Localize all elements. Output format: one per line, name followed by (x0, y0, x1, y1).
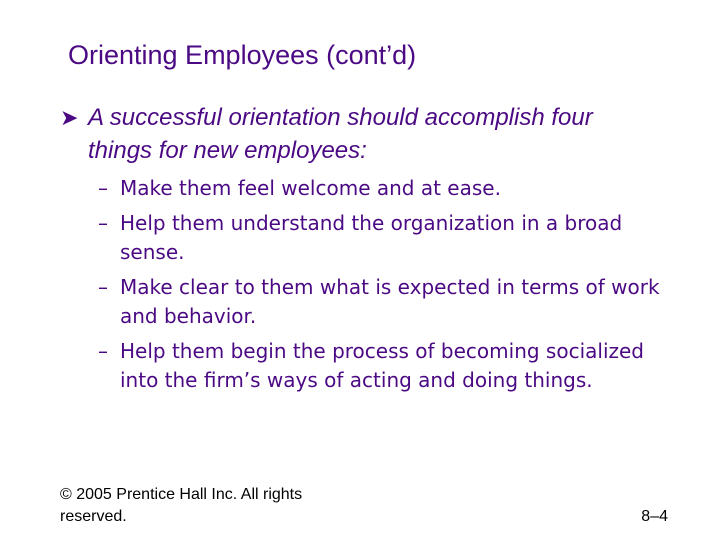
copyright-notice: © 2005 Prentice Hall Inc. All rights reserved. (60, 486, 303, 525)
dash-bullet: – (98, 176, 108, 200)
sub-bullet-item (98, 209, 678, 267)
slide-title: Orienting Employees (cont’d) (68, 40, 417, 70)
dash-bullet: – (98, 211, 108, 235)
sub-bullet-text: Make them feel welcome and at ease. (120, 176, 501, 200)
sub-bullet-text: Help them begin the process of becoming socialized into the firm’s ways of acting and doing things. (120, 339, 645, 392)
main-bullet-text: A successful orientation should accomplish four things for new employees: (88, 104, 593, 164)
arrow-bullet-icon: ➤ (60, 105, 79, 130)
dash-bullet: – (98, 275, 108, 299)
dash-bullet: – (98, 339, 108, 363)
sub-bullet-item (98, 337, 678, 395)
sub-bullet-list (98, 174, 678, 401)
sub-bullet-text: Help them understand the organization in a broad sense. (120, 211, 623, 264)
sub-bullet-item (98, 174, 678, 203)
sub-bullet-item (98, 273, 678, 331)
main-bullet (60, 101, 640, 167)
sub-bullet-text: Make clear to them what is expected in terms of work and behavior. (120, 275, 660, 328)
page-number: 8–4 (641, 508, 668, 525)
